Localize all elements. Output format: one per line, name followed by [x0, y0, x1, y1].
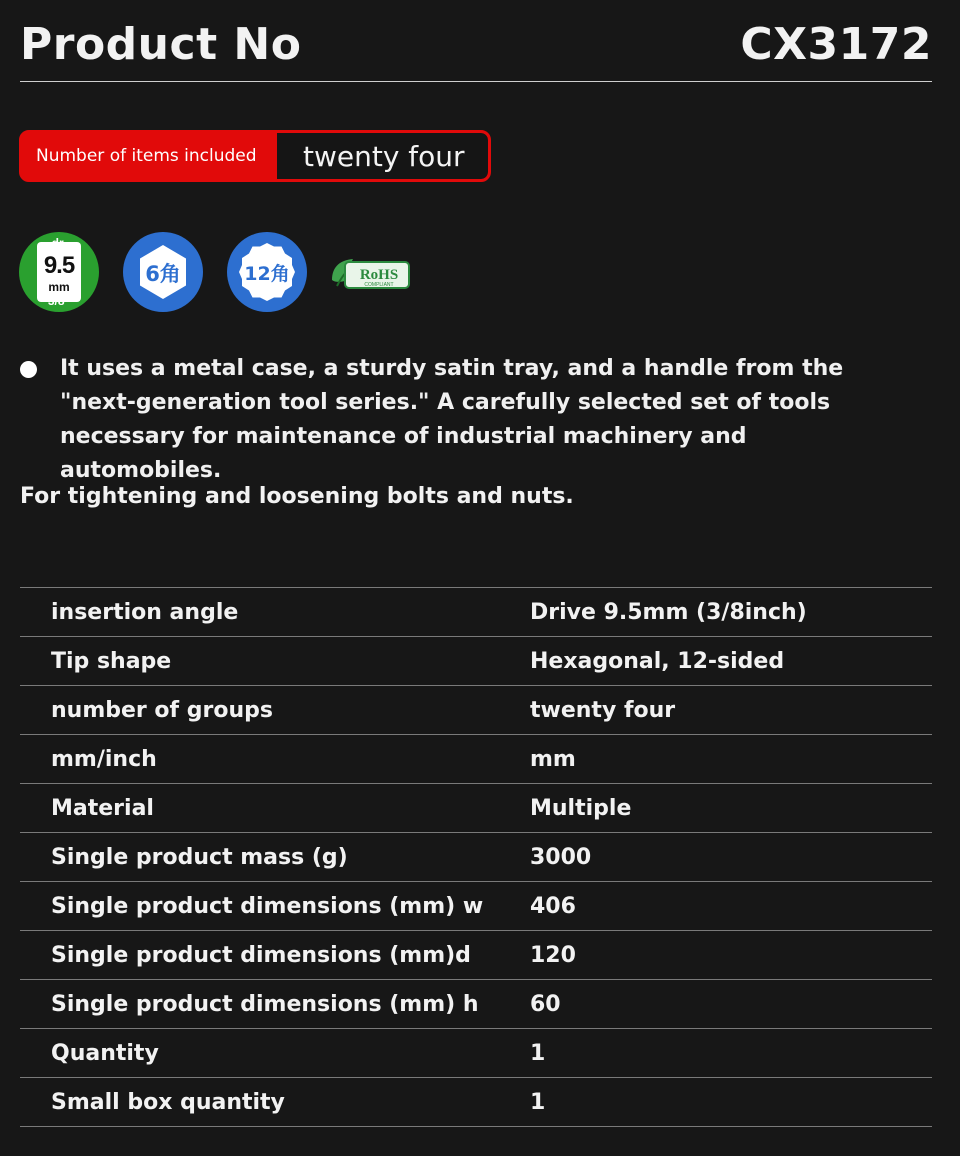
spec-value: 60 [530, 991, 561, 1017]
drive-unit: mm [48, 280, 70, 294]
spec-table [20, 587, 932, 1127]
spec-value: 120 [530, 942, 576, 968]
table-row [20, 931, 932, 980]
spec-key: Single product dimensions (mm) w [51, 893, 484, 919]
drive-inch: 3/8" [47, 294, 71, 308]
table-row [20, 637, 932, 686]
page-title: Product No [20, 18, 302, 70]
drive-size: 9.5 [43, 252, 75, 279]
table-row [20, 784, 932, 833]
table-row [20, 735, 932, 784]
spec-key: Single product dimensions (mm) h [51, 991, 479, 1017]
hexagon-6-point-icon [123, 232, 203, 312]
drive-size-icon [19, 232, 99, 312]
spec-value: 1 [530, 1040, 546, 1066]
usage-text: For tightening and loosening bolts and nuts. [20, 484, 574, 509]
hex12-label: 12角 [244, 263, 290, 285]
spec-value: 1 [530, 1089, 546, 1115]
rohs-sub: COMPLIANT [364, 282, 394, 288]
rohs-text: RoHS [359, 267, 399, 283]
spec-key: Small box quantity [51, 1089, 285, 1115]
hex6-label: 6角 [145, 262, 181, 286]
spec-key: insertion angle [51, 599, 239, 625]
spec-key: Material [51, 795, 154, 821]
table-row [20, 980, 932, 1029]
spec-value: Drive 9.5mm (3/8inch) [530, 599, 807, 625]
spec-value: 406 [530, 893, 576, 919]
table-row [20, 686, 932, 735]
spec-key: Quantity [51, 1040, 159, 1066]
description-item [20, 352, 900, 488]
spec-key: number of groups [51, 697, 273, 723]
spec-value: Multiple [530, 795, 632, 821]
items-included-value: twenty four [277, 133, 488, 179]
spec-key: Tip shape [51, 648, 172, 674]
hexagon-12-point-icon [227, 232, 307, 312]
drive-label: dr. [51, 236, 67, 250]
product-header [20, 8, 932, 80]
table-row [20, 1078, 932, 1127]
spec-value: twenty four [530, 697, 676, 723]
spec-key: Single product dimensions (mm)d [51, 942, 471, 968]
items-included-box [19, 130, 491, 182]
items-included-label: Number of items included [36, 146, 257, 166]
product-number: CX3172 [740, 18, 932, 70]
spec-value: Hexagonal, 12-sided [530, 648, 785, 674]
spec-key: mm/inch [51, 746, 157, 772]
rohs-compliant-icon [329, 256, 411, 292]
spec-value: 3000 [530, 844, 592, 870]
bullet-icon [20, 361, 37, 378]
table-row [20, 833, 932, 882]
description-text: It uses a metal case, a sturdy satin tray, and a handle from the "next-generation tool series." A carefully selected set of tools necessary for maintenance of industrial machinery and automobiles. [60, 356, 844, 483]
spec-key: Single product mass (g) [51, 844, 348, 870]
header-divider [20, 81, 932, 82]
table-row [20, 588, 932, 637]
table-row [20, 1029, 932, 1078]
table-row [20, 882, 932, 931]
spec-value: mm [530, 746, 576, 772]
